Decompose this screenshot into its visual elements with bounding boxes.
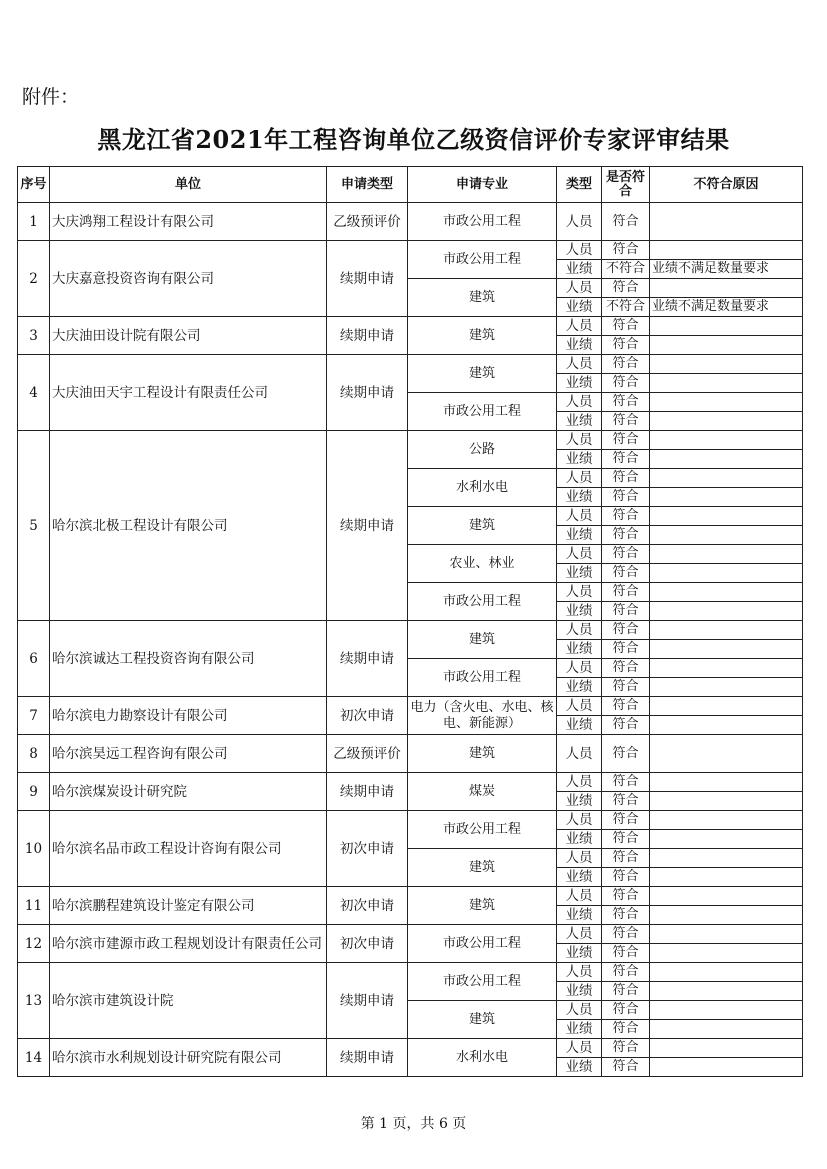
compliance-cell: 符合: [602, 241, 650, 260]
check-type-cell: 业绩: [557, 412, 602, 431]
seq-cell: 9: [18, 773, 50, 811]
reason-cell: [650, 792, 803, 811]
seq-cell: 10: [18, 811, 50, 887]
table-row: [18, 925, 803, 944]
attachment-label: 附件：: [22, 86, 80, 108]
unit-cell: 哈尔滨诚达工程投资咨询有限公司: [50, 621, 327, 697]
seq-cell: 6: [18, 621, 50, 697]
header-apply-type: 申请类型: [327, 167, 408, 203]
table-row: [18, 963, 803, 982]
reason-cell: [650, 469, 803, 488]
apply-type-cell: 续期申请: [327, 773, 408, 811]
seq-cell: 12: [18, 925, 50, 963]
check-type-cell: 业绩: [557, 830, 602, 849]
compliance-cell: 符合: [602, 735, 650, 773]
compliance-cell: 符合: [602, 564, 650, 583]
results-table: [17, 166, 803, 1077]
table-row: [18, 203, 803, 222]
check-type-cell: 人员: [557, 963, 602, 982]
reason-cell: [650, 1039, 803, 1058]
apply-type-cell: 续期申请: [327, 963, 408, 1039]
table-row: [18, 621, 803, 640]
compliance-cell: 符合: [602, 602, 650, 621]
reason-cell: [650, 203, 803, 241]
reason-cell: [650, 317, 803, 336]
reason-cell: [650, 811, 803, 830]
specialty-cell: 市政公用工程: [408, 583, 557, 621]
specialty-cell: 建筑: [408, 887, 557, 925]
compliance-cell: 符合: [602, 336, 650, 355]
specialty-cell: 公路: [408, 431, 557, 469]
table-row: [18, 811, 803, 830]
reason-cell: [650, 374, 803, 393]
unit-cell: 哈尔滨北极工程设计有限公司: [50, 431, 327, 621]
check-type-cell: 人员: [557, 735, 602, 773]
compliance-cell: 符合: [602, 431, 650, 450]
check-type-cell: 人员: [557, 431, 602, 450]
reason-cell: [650, 583, 803, 602]
reason-cell: [650, 1058, 803, 1077]
compliance-cell: 不符合: [602, 260, 650, 279]
check-type-cell: 人员: [557, 849, 602, 868]
apply-type-cell: 初次申请: [327, 887, 408, 925]
reason-cell: [650, 1001, 803, 1020]
compliance-cell: 符合: [602, 849, 650, 868]
apply-type-cell: 续期申请: [327, 241, 408, 317]
specialty-cell: 市政公用工程: [408, 811, 557, 849]
check-type-cell: 人员: [557, 203, 602, 241]
table-row: [18, 317, 803, 336]
compliance-cell: 符合: [602, 279, 650, 298]
compliance-cell: 符合: [602, 317, 650, 336]
table-row: [18, 355, 803, 374]
apply-type-cell: 续期申请: [327, 317, 408, 355]
reason-cell: 业绩不满足数量要求: [650, 260, 803, 279]
specialty-cell: 市政公用工程: [408, 241, 557, 279]
compliance-cell: 符合: [602, 1058, 650, 1077]
compliance-cell: 符合: [602, 412, 650, 431]
compliance-cell: 符合: [602, 906, 650, 925]
reason-cell: [650, 1020, 803, 1039]
reason-cell: [650, 241, 803, 260]
reason-cell: [650, 564, 803, 583]
header-compliant: 是否符合: [602, 167, 650, 203]
compliance-cell: 符合: [602, 1001, 650, 1020]
unit-cell: 大庆油田设计院有限公司: [50, 317, 327, 355]
compliance-cell: 符合: [602, 963, 650, 982]
check-type-cell: 业绩: [557, 906, 602, 925]
check-type-cell: 业绩: [557, 260, 602, 279]
check-type-cell: 业绩: [557, 1058, 602, 1077]
check-type-cell: 人员: [557, 241, 602, 260]
compliance-cell: 符合: [602, 792, 650, 811]
table-row: [18, 431, 803, 450]
reason-cell: [650, 830, 803, 849]
apply-type-cell: 乙级预评价: [327, 735, 408, 773]
seq-cell: 4: [18, 355, 50, 431]
check-type-cell: 人员: [557, 583, 602, 602]
compliance-cell: 符合: [602, 469, 650, 488]
specialty-cell: 水利水电: [408, 1039, 557, 1077]
reason-cell: [650, 412, 803, 431]
reason-cell: [650, 716, 803, 735]
page-footer: 第 1 页，共 6 页: [360, 1116, 467, 1132]
unit-cell: 哈尔滨鹏程建筑设计鉴定有限公司: [50, 887, 327, 925]
compliance-cell: 符合: [602, 773, 650, 792]
compliance-cell: 符合: [602, 507, 650, 526]
check-type-cell: 业绩: [557, 374, 602, 393]
specialty-cell: 市政公用工程: [408, 659, 557, 697]
specialty-cell: 电力（含火电、水电、核电、新能源）: [408, 697, 557, 735]
reason-cell: [650, 697, 803, 716]
unit-cell: 大庆鸿翔工程设计有限公司: [50, 203, 327, 241]
check-type-cell: 业绩: [557, 450, 602, 469]
compliance-cell: 符合: [602, 659, 650, 678]
table-row: [18, 735, 803, 754]
compliance-cell: 符合: [602, 355, 650, 374]
compliance-cell: 符合: [602, 545, 650, 564]
specialty-cell: 建筑: [408, 735, 557, 773]
compliance-cell: 符合: [602, 374, 650, 393]
reason-cell: [650, 545, 803, 564]
compliance-cell: 符合: [602, 944, 650, 963]
check-type-cell: 人员: [557, 355, 602, 374]
check-type-cell: 业绩: [557, 982, 602, 1001]
seq-cell: 13: [18, 963, 50, 1039]
table-row: [18, 773, 803, 792]
reason-cell: [650, 982, 803, 1001]
check-type-cell: 业绩: [557, 640, 602, 659]
check-type-cell: 人员: [557, 811, 602, 830]
specialty-cell: 建筑: [408, 621, 557, 659]
seq-cell: 5: [18, 431, 50, 621]
specialty-cell: 建筑: [408, 355, 557, 393]
seq-cell: 11: [18, 887, 50, 925]
compliance-cell: 符合: [602, 811, 650, 830]
check-type-cell: 业绩: [557, 678, 602, 697]
reason-cell: [650, 602, 803, 621]
check-type-cell: 业绩: [557, 716, 602, 735]
header-reason: 不符合原因: [650, 167, 803, 203]
unit-cell: 大庆油田天宇工程设计有限责任公司: [50, 355, 327, 431]
reason-cell: [650, 773, 803, 792]
reason-cell: [650, 887, 803, 906]
reason-cell: [650, 279, 803, 298]
check-type-cell: 人员: [557, 887, 602, 906]
unit-cell: 哈尔滨煤炭设计研究院: [50, 773, 327, 811]
check-type-cell: 人员: [557, 659, 602, 678]
reason-cell: 业绩不满足数量要求: [650, 298, 803, 317]
table-row: [18, 697, 803, 716]
specialty-cell: 水利水电: [408, 469, 557, 507]
header-specialty: 申请专业: [408, 167, 557, 203]
specialty-cell: 建筑: [408, 279, 557, 317]
check-type-cell: 人员: [557, 279, 602, 298]
unit-cell: 哈尔滨市建筑设计院: [50, 963, 327, 1039]
reason-cell: [650, 944, 803, 963]
compliance-cell: 符合: [602, 868, 650, 887]
compliance-cell: 符合: [602, 488, 650, 507]
check-type-cell: 人员: [557, 621, 602, 640]
reason-cell: [650, 925, 803, 944]
seq-cell: 2: [18, 241, 50, 317]
specialty-cell: 市政公用工程: [408, 963, 557, 1001]
reason-cell: [650, 849, 803, 868]
compliance-cell: 符合: [602, 621, 650, 640]
reason-cell: [650, 659, 803, 678]
check-type-cell: 业绩: [557, 298, 602, 317]
check-type-cell: 业绩: [557, 792, 602, 811]
check-type-cell: 人员: [557, 317, 602, 336]
check-type-cell: 人员: [557, 925, 602, 944]
specialty-cell: 市政公用工程: [408, 925, 557, 963]
table-row: [18, 887, 803, 906]
apply-type-cell: 初次申请: [327, 811, 408, 887]
compliance-cell: 符合: [602, 203, 650, 241]
apply-type-cell: 乙级预评价: [327, 203, 408, 241]
compliance-cell: 符合: [602, 640, 650, 659]
specialty-cell: 农业、林业: [408, 545, 557, 583]
check-type-cell: 业绩: [557, 602, 602, 621]
apply-type-cell: 续期申请: [327, 621, 408, 697]
check-type-cell: 人员: [557, 1001, 602, 1020]
apply-type-cell: 续期申请: [327, 431, 408, 621]
compliance-cell: 符合: [602, 925, 650, 944]
unit-cell: 哈尔滨电力勘察设计有限公司: [50, 697, 327, 735]
check-type-cell: 人员: [557, 507, 602, 526]
check-type-cell: 人员: [557, 697, 602, 716]
apply-type-cell: 续期申请: [327, 355, 408, 431]
reason-cell: [650, 906, 803, 925]
header-type: 类型: [557, 167, 602, 203]
specialty-cell: 建筑: [408, 1001, 557, 1039]
results-body: [18, 203, 803, 1077]
table-header-row: [18, 167, 803, 203]
apply-type-cell: 续期申请: [327, 1039, 408, 1077]
reason-cell: [650, 526, 803, 545]
header-seq: 序号: [18, 167, 50, 203]
check-type-cell: 人员: [557, 773, 602, 792]
reason-cell: [650, 450, 803, 469]
reason-cell: [650, 431, 803, 450]
specialty-cell: 市政公用工程: [408, 393, 557, 431]
specialty-cell: 煤炭: [408, 773, 557, 811]
reason-cell: [650, 488, 803, 507]
reason-cell: [650, 868, 803, 887]
compliance-cell: 符合: [602, 716, 650, 735]
compliance-cell: 符合: [602, 393, 650, 412]
apply-type-cell: 初次申请: [327, 697, 408, 735]
specialty-cell: 建筑: [408, 507, 557, 545]
check-type-cell: 业绩: [557, 868, 602, 887]
reason-cell: [650, 963, 803, 982]
unit-cell: 哈尔滨市建源市政工程规划设计有限责任公司: [50, 925, 327, 963]
compliance-cell: 符合: [602, 887, 650, 906]
compliance-cell: 符合: [602, 1020, 650, 1039]
reason-cell: [650, 393, 803, 412]
unit-cell: 哈尔滨名品市政工程设计咨询有限公司: [50, 811, 327, 887]
compliance-cell: 符合: [602, 678, 650, 697]
document-title: 黑龙江省2021年工程咨询单位乙级资信评价专家评审结果: [97, 125, 730, 154]
specialty-cell: 建筑: [408, 849, 557, 887]
header-unit: 单位: [50, 167, 327, 203]
unit-cell: 大庆嘉意投资咨询有限公司: [50, 241, 327, 317]
seq-cell: 1: [18, 203, 50, 241]
reason-cell: [650, 640, 803, 659]
check-type-cell: 人员: [557, 545, 602, 564]
check-type-cell: 业绩: [557, 488, 602, 507]
check-type-cell: 人员: [557, 1039, 602, 1058]
apply-type-cell: 初次申请: [327, 925, 408, 963]
compliance-cell: 符合: [602, 583, 650, 602]
check-type-cell: 人员: [557, 393, 602, 412]
seq-cell: 3: [18, 317, 50, 355]
specialty-cell: 市政公用工程: [408, 203, 557, 241]
compliance-cell: 符合: [602, 830, 650, 849]
compliance-cell: 符合: [602, 450, 650, 469]
compliance-cell: 符合: [602, 1039, 650, 1058]
compliance-cell: 符合: [602, 526, 650, 545]
reason-cell: [650, 355, 803, 374]
seq-cell: 14: [18, 1039, 50, 1077]
compliance-cell: 符合: [602, 697, 650, 716]
reason-cell: [650, 678, 803, 697]
check-type-cell: 人员: [557, 469, 602, 488]
reason-cell: [650, 336, 803, 355]
compliance-cell: 符合: [602, 982, 650, 1001]
check-type-cell: 业绩: [557, 944, 602, 963]
seq-cell: 7: [18, 697, 50, 735]
seq-cell: 8: [18, 735, 50, 773]
check-type-cell: 业绩: [557, 1020, 602, 1039]
reason-cell: [650, 621, 803, 640]
reason-cell: [650, 735, 803, 773]
check-type-cell: 业绩: [557, 564, 602, 583]
specialty-cell: 建筑: [408, 317, 557, 355]
unit-cell: 哈尔滨市水利规划设计研究院有限公司: [50, 1039, 327, 1077]
compliance-cell: 不符合: [602, 298, 650, 317]
reason-cell: [650, 507, 803, 526]
table-row: [18, 241, 803, 260]
table-row: [18, 1039, 803, 1058]
check-type-cell: 业绩: [557, 336, 602, 355]
unit-cell: 哈尔滨昊远工程咨询有限公司: [50, 735, 327, 773]
check-type-cell: 业绩: [557, 526, 602, 545]
